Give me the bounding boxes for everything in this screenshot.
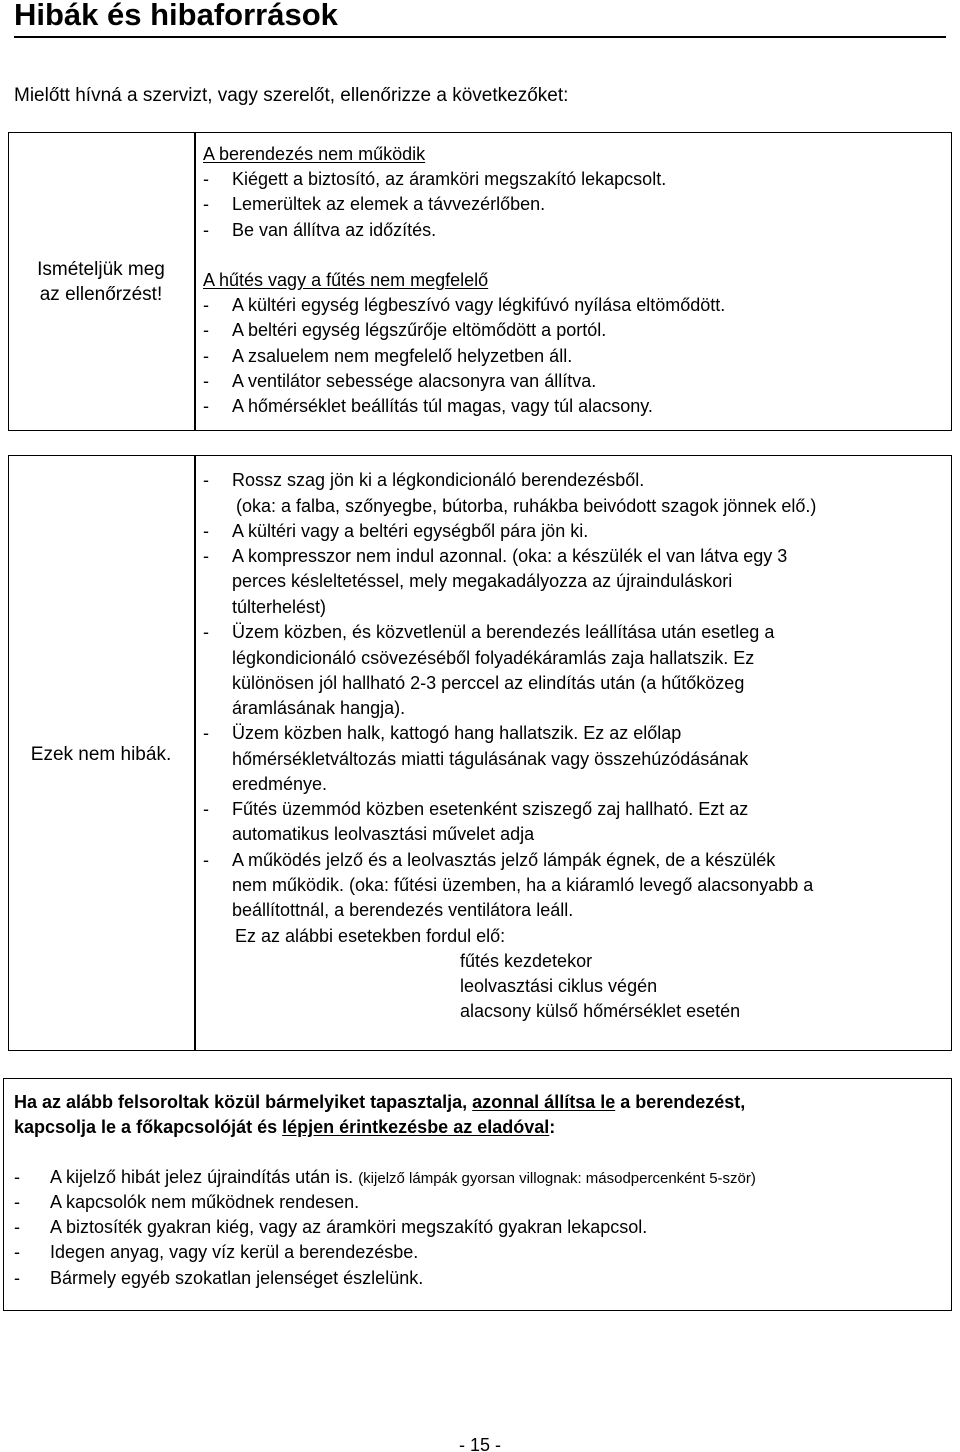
warning-item: - A kijelző hibát jelez újraindítás után is. (kijelző lámpák gyorsan villognak: másodpercenként 5-ször) (14, 1167, 756, 1187)
not-fault-line: beállítottnál, a berendezés ventilátora leáll. (232, 900, 574, 920)
page-number: - 15 - (458, 1435, 501, 1452)
group1-item: - Kiégett a biztosító, az áramköri megszakító lekapcsolt. (203, 169, 667, 189)
group1-item: - Be van állítva az időzítés. (203, 220, 437, 240)
not-fault-line: áramlásának hangja). (232, 698, 406, 718)
not-fault-line: - Üzem közben, és közvetlenül a berendezés leállítása után esetleg a (203, 622, 775, 642)
intro-text: Mielőtt hívná a szervizt, vagy szerelőt, ellenőrizze a következőket: (14, 85, 569, 106)
not-fault-line: - Rossz szag jön ki a légkondicionáló berendezésből. (203, 470, 645, 490)
not-faults-label: Ezek nem hibák. (30, 744, 172, 765)
group2-item: - A ventilátor sebessége alacsonyra van állítva. (203, 371, 597, 391)
not-fault-line: eredménye. (232, 774, 328, 794)
not-fault-line: - A működés jelző és a leolvasztás jelző lámpák égnek, de a készülék (203, 850, 776, 870)
not-fault-line: fűtés kezdetekor (460, 951, 593, 971)
not-fault-line: légkondicionáló csövezéséből folyadékáramlás zaja hallatszik. Ez (232, 648, 755, 668)
title-underline (14, 36, 946, 38)
warning-line2: kapcsolja le a főkapcsolóját és lépjen érintkezésbe az eladóval: (14, 1117, 556, 1137)
not-fault-line: - A kültéri vagy a beltéri egységből pára jön ki. (203, 521, 589, 541)
not-fault-line: - Fűtés üzemmód közben esetenként sziszegő zaj hallható. Ezt az (203, 799, 749, 819)
group1-heading: A berendezés nem működik (203, 144, 426, 164)
not-fault-line: Ez az alábbi esetekben fordul elő: (235, 926, 506, 946)
group2-item: - A kültéri egység légbeszívó vagy légkifúvó nyílása eltömődött. (203, 295, 726, 315)
warning-item: - Bármely egyéb szokatlan jelenséget észlelünk. (14, 1268, 424, 1288)
group2-heading: A hűtés vagy a fűtés nem megfelelő (203, 270, 489, 290)
not-fault-line: nem működik. (oka: fűtési üzemben, ha a kiáramló levegő alacsonyabb a (232, 875, 814, 895)
check-again-label-line2: az ellenőrzést! (39, 284, 163, 305)
not-fault-line: hőmérsékletváltozás miatti tágulásának vagy összehúzódásának (232, 749, 749, 769)
not-fault-line: túlterhelést) (232, 597, 327, 617)
group1-item: - Lemerültek az elemek a távvezérlőben. (203, 194, 546, 214)
not-fault-line: különösen jól hallható 2-3 perccel az elindítás után (a hűtőközeg (232, 673, 745, 693)
not-fault-line: alacsony külső hőmérséklet esetén (460, 1001, 741, 1021)
group2-item: - A beltéri egység légszűrője eltömődött a portól. (203, 320, 607, 340)
not-fault-line: - Üzem közben halk, kattogó hang hallatszik. Ez az előlap (203, 723, 682, 743)
check-again-label (10, 257, 192, 307)
not-fault-line: - A kompresszor nem indul azonnal. (oka: a készülék el van látva egy 3 (203, 546, 788, 566)
page-title: Hibák és hibaforrások (14, 0, 338, 32)
not-faults-divider (194, 455, 196, 1051)
not-fault-line: perces késleltetéssel, mely megakadályozza az újrainduláskori (232, 571, 733, 591)
group2-item: - A hőmérséklet beállítás túl magas, vagy túl alacsony. (203, 396, 653, 416)
check-again-label-line1: Ismételjük meg (37, 259, 165, 280)
check-again-divider (194, 132, 196, 431)
not-fault-line: (oka: a falba, szőnyegbe, bútorba, ruhákba beivódott szagok jönnek elő.) (236, 496, 817, 516)
warning-item: - Idegen anyag, vagy víz kerül a berendezésbe. (14, 1242, 419, 1262)
not-fault-line: leolvasztási ciklus végén (460, 976, 658, 996)
warning-item: - A biztosíték gyakran kiég, vagy az áramköri megszakító gyakran lekapcsol. (14, 1217, 648, 1237)
warning-item: - A kapcsolók nem működnek rendesen. (14, 1192, 360, 1212)
group2-item: - A zsaluelem nem megfelelő helyzetben áll. (203, 346, 573, 366)
warning-line1: Ha az alább felsoroltak közül bármelyiket tapasztalja, azonnal állítsa le a berendezést, (14, 1092, 746, 1112)
not-fault-line: automatikus leolvasztási művelet adja (232, 824, 535, 844)
